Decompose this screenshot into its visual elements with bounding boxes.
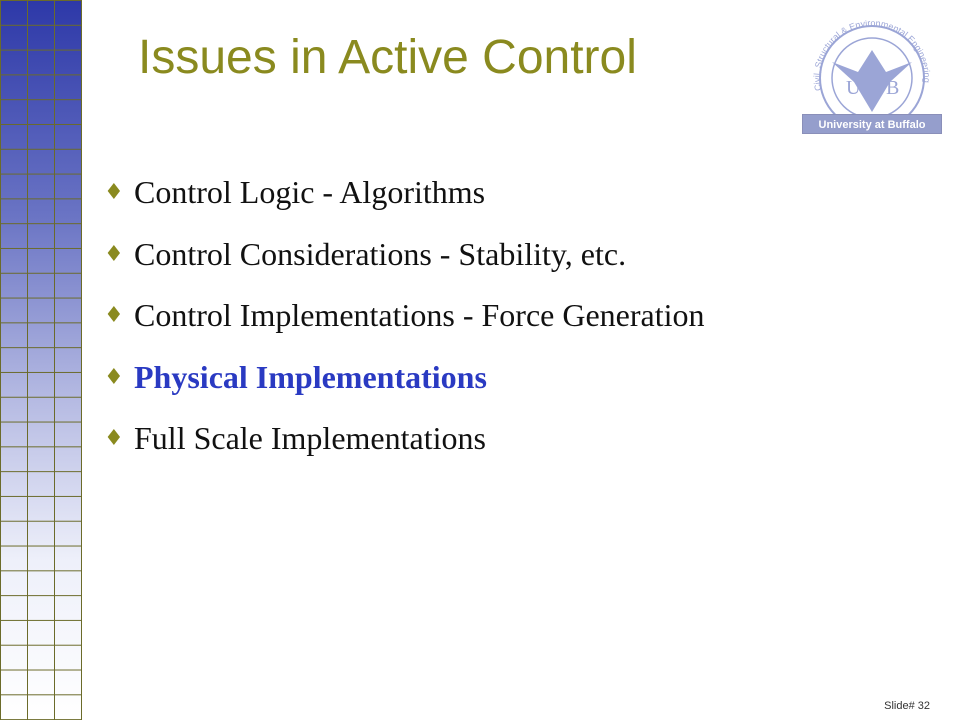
diamond-bullet-icon: ♦ [104, 180, 124, 206]
logo-banner: University at Buffalo [802, 114, 942, 134]
bullet-item [104, 224, 705, 286]
logo-bull-emblem [832, 50, 912, 112]
logo-emblem [802, 20, 942, 116]
slide-title: Issues in Active Control [138, 31, 637, 84]
bullet-text: Control Implementations - Force Generation [134, 297, 705, 334]
logo-ring-text: Civil, Structural & Environmental Engineering [811, 20, 933, 92]
bullet-item [104, 285, 705, 347]
diamond-bullet-icon: ♦ [104, 364, 124, 390]
bullet-text: Physical Implementations [134, 358, 487, 395]
diamond-bullet-icon: ♦ [104, 303, 124, 329]
bullet-item [104, 162, 705, 224]
slide-number: Slide# 32 [884, 700, 930, 712]
bullet-text: Control Considerations - Stability, etc. [134, 235, 627, 272]
bullet-item-highlighted [104, 347, 705, 409]
decorative-grid-strip [0, 0, 82, 720]
logo-letter-u: U [846, 77, 861, 99]
university-at-buffalo-logo [802, 20, 942, 134]
bullet-item [104, 408, 705, 470]
bullet-text: Control Logic - Algorithms [134, 174, 486, 211]
logo-letter-b: B [886, 77, 900, 99]
diamond-bullet-icon: ♦ [104, 426, 124, 452]
diamond-bullet-icon: ♦ [104, 241, 124, 267]
bullet-list [104, 162, 705, 470]
bullet-text: Full Scale Implementations [134, 420, 486, 457]
